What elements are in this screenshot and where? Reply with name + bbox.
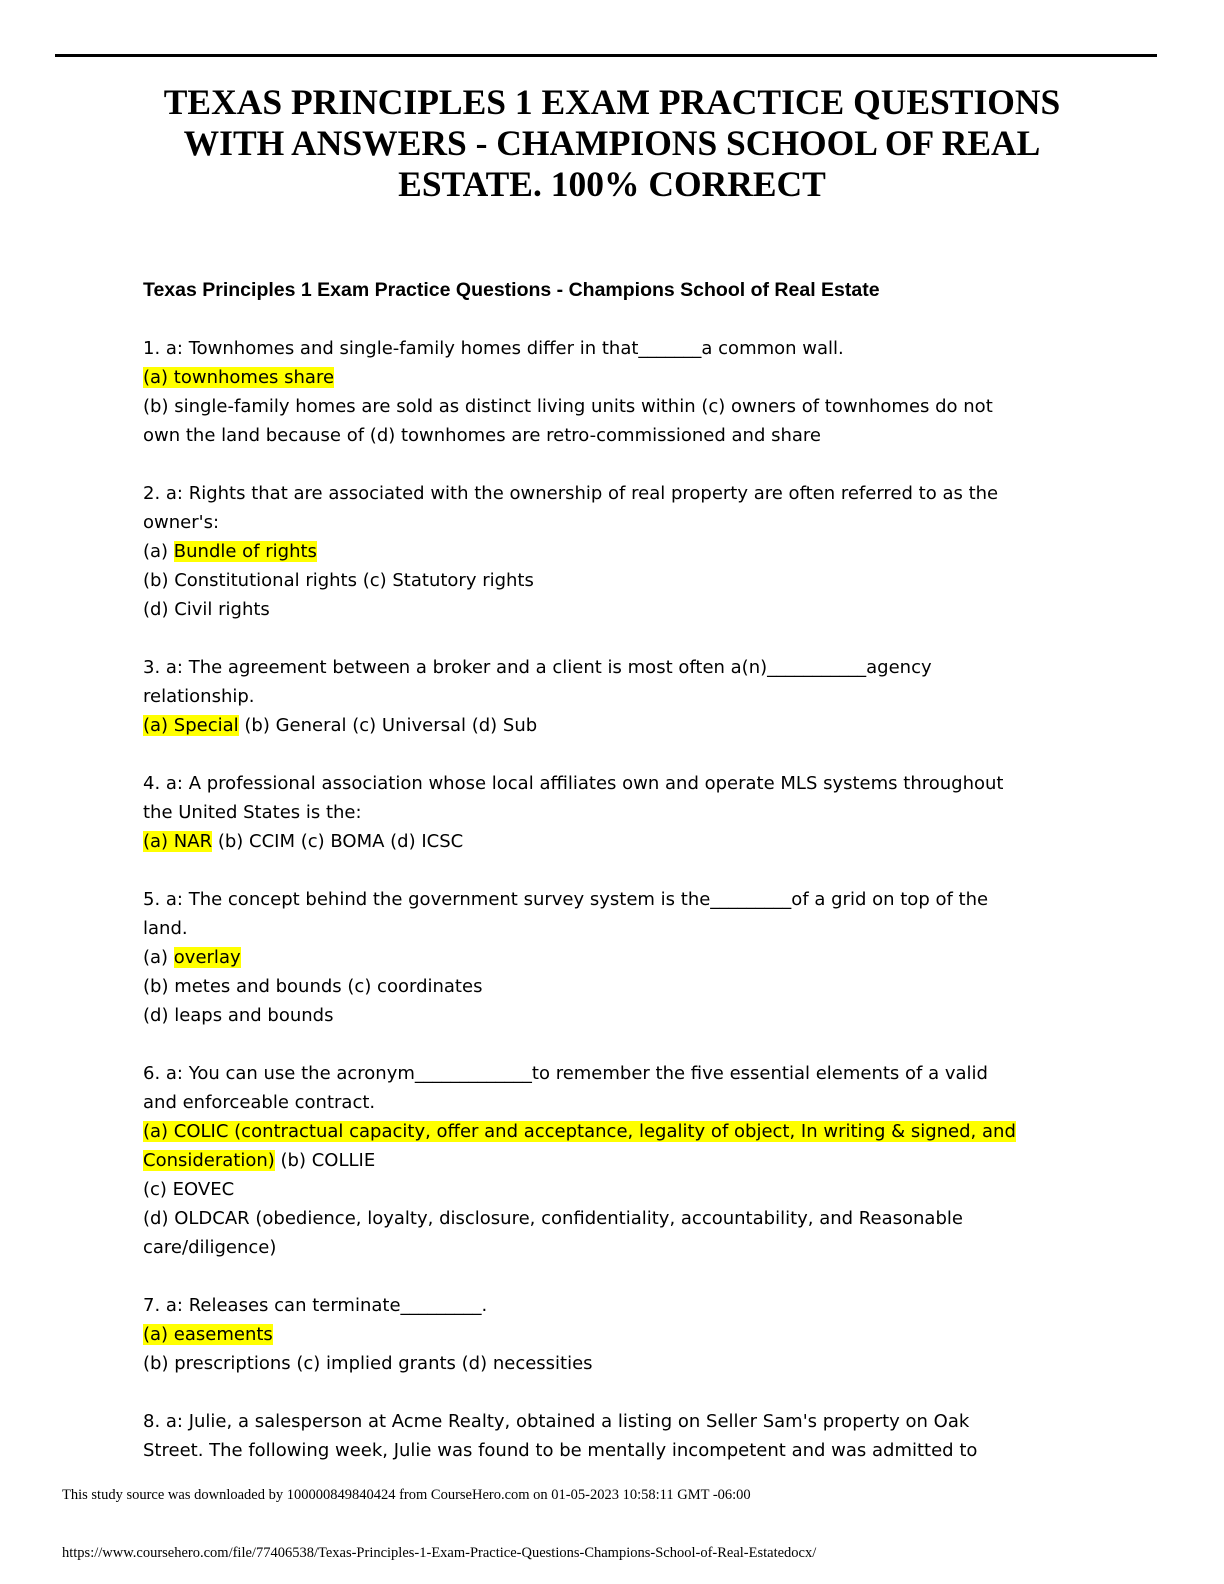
- question-5: [143, 885, 1078, 1030]
- source-url-link[interactable]: https://www.coursehero.com/file/77406538/Texas-Principles-1-Exam-Practice-Questions-Champions-School-of-Real-Estatedocx/: [62, 1545, 817, 1561]
- question-4: [143, 769, 1078, 856]
- answer-options: care/diligence): [143, 1237, 277, 1258]
- download-notice: This study source was downloaded by 100000849840424 from CourseHero.com on 01-05-2023 10:58:11 GMT -06:00: [62, 1487, 751, 1503]
- section-heading: Texas Principles 1 Exam Practice Questions - Champions School of Real Estate: [143, 279, 880, 301]
- question-3: [143, 653, 1078, 740]
- document-body: [143, 275, 1078, 1465]
- question-text: owner's:: [143, 512, 220, 533]
- question-text: and enforceable contract.: [143, 1092, 376, 1113]
- answer-options: (b) Constitutional rights (c) Statutory rights: [143, 570, 534, 591]
- title-line: TEXAS PRINCIPLES 1 EXAM PRACTICE QUESTIONS: [163, 82, 1061, 122]
- correct-answer: Consideration): [143, 1150, 275, 1171]
- question-text: 8. a: Julie, a salesperson at Acme Realty, obtained a listing on Seller Sam's property on Oak: [143, 1411, 970, 1432]
- answer-options: (b) prescriptions (c) implied grants (d) necessities: [143, 1353, 593, 1374]
- question-text: 4. a: A professional association whose local affiliates own and operate MLS systems throughout: [143, 773, 1004, 794]
- question-text: 3. a: The agreement between a broker and a client is most often a(n)___________agency: [143, 657, 932, 678]
- title-line: ESTATE. 100% CORRECT: [398, 164, 826, 204]
- question-text: Street. The following week, Julie was found to be mentally incompetent and was admitted to: [143, 1440, 978, 1461]
- correct-answer: (a) townhomes share: [143, 367, 335, 388]
- correct-answer: (a) NAR: [143, 831, 213, 852]
- question-text: 1. a: Townhomes and single-family homes differ in that_______a common wall.: [143, 338, 844, 359]
- answer-letter: (a): [143, 947, 174, 968]
- document-title: [100, 82, 1124, 205]
- answer-options: (b) metes and bounds (c) coordinates: [143, 976, 483, 997]
- answer-options: own the land because of (d) townhomes are retro-commissioned and share: [143, 425, 821, 446]
- question-7: [143, 1291, 1078, 1378]
- question-text: the United States is the:: [143, 802, 362, 823]
- correct-answer: Bundle of rights: [173, 541, 317, 562]
- question-8: [143, 1407, 1078, 1465]
- question-6: [143, 1059, 1078, 1262]
- correct-answer: (a) COLIC (contractual capacity, offer and acceptance, legality of object, In writing & signed, and: [143, 1121, 1016, 1142]
- answer-options: (b) single-family homes are sold as distinct living units within (c) owners of townhomes do not: [143, 396, 993, 417]
- correct-answer: (a) easements: [143, 1324, 273, 1345]
- top-rule: [55, 54, 1157, 57]
- question-text: 5. a: The concept behind the government survey system is the_________of a grid on top of the: [143, 889, 989, 910]
- answer-options: (c) EOVEC: [143, 1179, 235, 1200]
- correct-answer: (a) Special: [143, 715, 239, 736]
- question-1: [143, 334, 1078, 450]
- title-line: WITH ANSWERS - CHAMPIONS SCHOOL OF REAL: [183, 123, 1041, 163]
- question-2: [143, 479, 1078, 624]
- question-text: land.: [143, 918, 188, 939]
- answer-letter: (a): [143, 541, 174, 562]
- question-text: 6. a: You can use the acronym_____________to remember the five essential elements of a valid: [143, 1063, 988, 1084]
- question-text: relationship.: [143, 686, 255, 707]
- answer-options: (d) OLDCAR (obedience, loyalty, disclosure, confidentiality, accountability, and Reasonable: [143, 1208, 963, 1229]
- question-text: 2. a: Rights that are associated with the ownership of real property are often referred to as the: [143, 483, 999, 504]
- question-text: 7. a: Releases can terminate_________.: [143, 1295, 488, 1316]
- correct-answer: overlay: [173, 947, 241, 968]
- answer-options: (b) CCIM (c) BOMA (d) ICSC: [212, 831, 464, 852]
- answer-options: (b) COLLIE: [274, 1150, 376, 1171]
- answer-options: (d) Civil rights: [143, 599, 270, 620]
- answer-options: (d) leaps and bounds: [143, 1005, 334, 1026]
- answer-options: (b) General (c) Universal (d) Sub: [238, 715, 538, 736]
